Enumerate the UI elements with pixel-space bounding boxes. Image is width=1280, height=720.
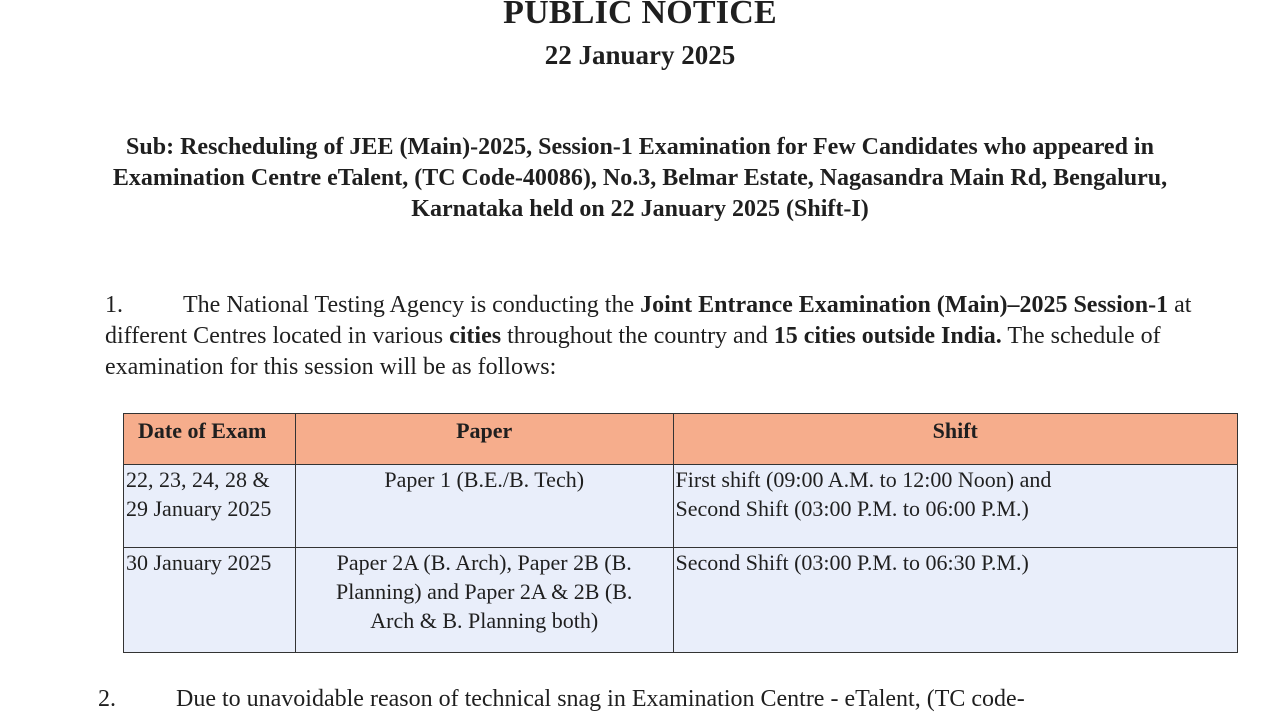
table-row <box>124 548 1238 653</box>
row-2-paper-line-2: Planning) and Paper 2A & 2B (B. <box>336 579 633 604</box>
header-date-of-exam: Date of Exam <box>124 414 296 465</box>
subject-line-2: Examination Centre eTalent, (TC Code-40086), No.3, Belmar Estate, Nagasandra Main Rd, Bengaluru, <box>112 165 1168 191</box>
row-2-paper-line-3: Arch & B. Planning both) <box>370 608 599 633</box>
subject-line-3: Karnataka held on 22 January 2025 (Shift-I) <box>411 196 869 222</box>
row-2-paper <box>295 548 673 653</box>
row-2-paper-line-1: Paper 2A (B. Arch), Paper 2B (B. <box>336 550 632 575</box>
row-1-shift-line-1: First shift (09:00 A.M. to 12:00 Noon) and <box>675 467 1052 492</box>
paragraph-2 <box>98 684 1198 715</box>
row-1-date-line-2: 29 January 2025 <box>126 496 272 521</box>
row-2-shift <box>673 548 1237 653</box>
subject-line-1: Sub: Rescheduling of JEE (Main)-2025, Session-1 Examination for Few Candidates who appeared in <box>126 134 1154 160</box>
notice-date: 22 January 2025 <box>544 40 736 70</box>
paragraph-2-text: Due to unavoidable reason of technical snag in Examination Centre - eTalent, (TC code- <box>176 686 1025 712</box>
row-1-paper-line-1: Paper 1 (B.E./B. Tech) <box>384 467 585 492</box>
paragraph-1 <box>105 290 1205 383</box>
paragraph-1-bold-2: cities <box>449 323 502 349</box>
row-1-shift-line-2: Second Shift (03:00 P.M. to 06:00 P.M.) <box>675 496 1029 521</box>
paragraph-1-number: 1. <box>105 292 123 318</box>
header-shift: Shift <box>673 414 1237 465</box>
paragraph-1-text-1: The National Testing Agency is conducting the <box>183 292 641 318</box>
paragraph-1-bold-3: 15 cities outside India. <box>773 323 1002 349</box>
table-header-row <box>124 414 1238 465</box>
schedule-table <box>123 413 1238 653</box>
paragraph-1-bold-1: Joint Entrance Examination (Main)–2025 Session-1 <box>640 292 1169 318</box>
row-1-date-line-1: 22, 23, 24, 28 & <box>126 467 270 492</box>
table-row <box>124 465 1238 548</box>
notice-subject <box>20 132 1260 225</box>
row-2-date <box>124 548 296 653</box>
notice-title: PUBLIC NOTICE <box>503 0 777 31</box>
row-1-shift <box>673 465 1237 548</box>
paragraph-1-text-4: The schedule of examination for this session will be as follows: <box>105 323 1161 380</box>
header-paper: Paper <box>295 414 673 465</box>
paragraph-2-number: 2. <box>98 686 116 712</box>
row-1-date <box>124 465 296 548</box>
paragraph-1-text-2: at different Centres located in various <box>105 292 1192 349</box>
row-2-shift-line-1: Second Shift (03:00 P.M. to 06:30 P.M.) <box>675 550 1029 575</box>
row-1-paper <box>295 465 673 548</box>
row-2-date-line-1: 30 January 2025 <box>126 550 272 575</box>
paragraph-1-text-3: throughout the country and <box>501 323 774 349</box>
